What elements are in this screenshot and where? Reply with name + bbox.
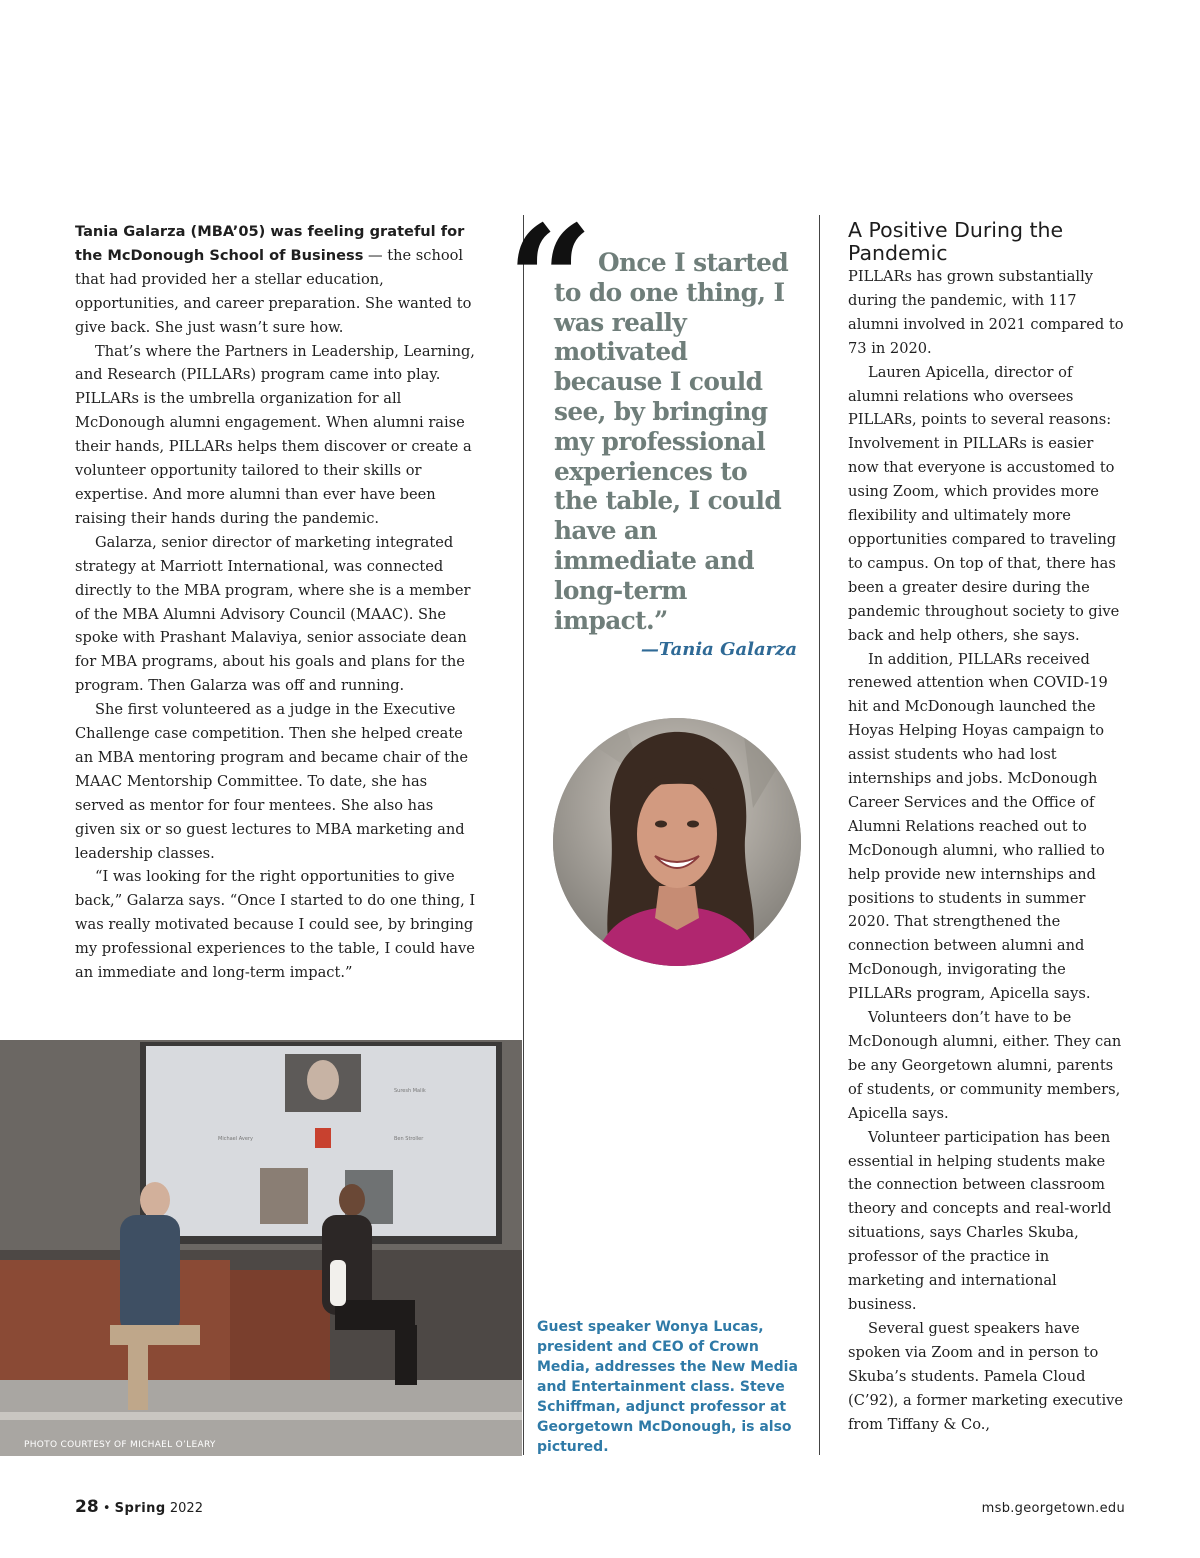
portrait-photo: [553, 718, 801, 966]
pull-quote: [507, 193, 797, 661]
page-number: 28: [75, 1497, 99, 1517]
screen-name-label: Suresh Malik: [394, 1088, 426, 1094]
photo-caption: Guest speaker Wonya Lucas, president and CEO of Crown Media, addresses the New Media and Entertainment class. Steve Schiffman, adjunct professor at Georgetown McDonough, is also pictured.: [537, 1319, 798, 1455]
body-paragraph: “I was looking for the right opportunities to give back,” Galarza says. “Once I started to do one thing, I was really motivated because I could see, by bringing my professional experiences to the table, I could have an immediate and long-term impact.”: [75, 868, 476, 982]
quotation-mark-icon: “: [507, 193, 584, 369]
lecture-photo: [0, 1040, 522, 1456]
lead-rest-text: — the school that had provided her a stellar education, opportunities, and career preparation. She wanted to give back. She just wasn’t sure how.: [75, 246, 472, 336]
screen-name-label: Michael Avery: [218, 1136, 253, 1142]
portrait-illustration: [553, 718, 801, 966]
body-paragraph: Volunteers don’t have to be McDonough alumni, either. They can be any Georgetown alumni, parents of students, or community members, Apicella says.: [848, 1009, 1122, 1122]
body-paragraph: Lauren Apicella, director of alumni relations who oversees PILLARs, points to several reasons: Involvement in PILLARs is easier now that everyone is accustomed to using Zoom, which provides more flexibility and ultimately more opportunities compared to traveling to campus. On top of that, there has been a greater desire during the pandemic throughout society to give back and help others, she says.: [848, 363, 1120, 644]
column-divider: [819, 215, 820, 1455]
pull-quote-text: Once I started to do one thing, I was really motivated because I could see, by bringing my professional experiences to the table, I could have an immediate and long-term impact.”: [554, 248, 789, 635]
body-paragraph: That’s where the Partners in Leadership, Learning, and Research (PILLARs) program came into play. PILLARs is the umbrella organization for all McDonough alumni engagement. When alumni raise their hands, PILLARs helps them discover or create a volunteer opportunity tailored to their skills or expertise. And more alumni than ever have been raising their hands during the pandemic.: [75, 342, 475, 527]
footer-url: msb.georgetown.edu: [981, 1501, 1125, 1516]
photo-credit: PHOTO COURTESY OF MICHAEL O’LEARY: [24, 1440, 216, 1450]
body-paragraph: She first volunteered as a judge in the Executive Challenge case competition. Then she helped create an MBA mentoring program and became chair of the MAAC Mentorship Committee. To date, she has served as mentor for four mentees. She also has given six or so guest lectures to MBA marketing and leadership classes.: [75, 701, 469, 862]
screen-name-label: Ben Stroller: [394, 1136, 424, 1142]
issue-year: 2022: [169, 1501, 203, 1516]
right-article-column: [848, 219, 1124, 1436]
page-footer-left: [75, 1497, 203, 1517]
body-paragraph: Galarza, senior director of marketing integrated strategy at Marriott International, was connected directly to the MBA program, where she is a member of the MBA Alumni Advisory Council (MAAC). She spoke with Prashant Malaviya, senior associate dean for MBA programs, about his goals and plans for the program. Then Galarza was off and running.: [75, 533, 471, 695]
lead-paragraph: [75, 220, 477, 340]
section-heading: A Positive During the Pandemic: [848, 218, 1064, 265]
body-paragraph: PILLARs has grown substantially during the pandemic, with 117 alumni involved in 2021 compared to 73 in 2020.: [848, 268, 1124, 357]
issue-season: Spring: [114, 1501, 166, 1516]
footer-separator: •: [102, 1501, 111, 1516]
body-paragraph: Several guest speakers have spoken via Zoom and in person to Skuba’s students. Pamela Cloud (C’92), a former marketing executive from Tiffany & Co.,: [848, 1319, 1124, 1433]
body-paragraph: In addition, PILLARs received renewed attention when COVID-19 hit and McDonough launched the Hoyas Helping Hoyas campaign to assist students who had lost internships and jobs. McDonough Career Services and the Office of Alumni Relations reached out to McDonough alumni, who rallied to help provide new internships and positions to students in summer 2020. That strengthened the connection between alumni and McDonough, invigorating the PILLARs program, Apicella says.: [848, 650, 1108, 1003]
lead-bold-text: Tania Galarza (MBA’05) was feeling grateful for the McDonough School of Business: [75, 223, 465, 264]
body-paragraph: Volunteer participation has been essential in helping students make the connection between classroom theory and concepts and real-world situations, says Charles Skuba, professor of the practice in marketing and international business.: [848, 1128, 1112, 1313]
lecture-scene-illustration: [0, 1040, 522, 1456]
pull-quote-attribution: —Tania Galarza: [640, 639, 797, 661]
left-article-column: [75, 220, 477, 985]
